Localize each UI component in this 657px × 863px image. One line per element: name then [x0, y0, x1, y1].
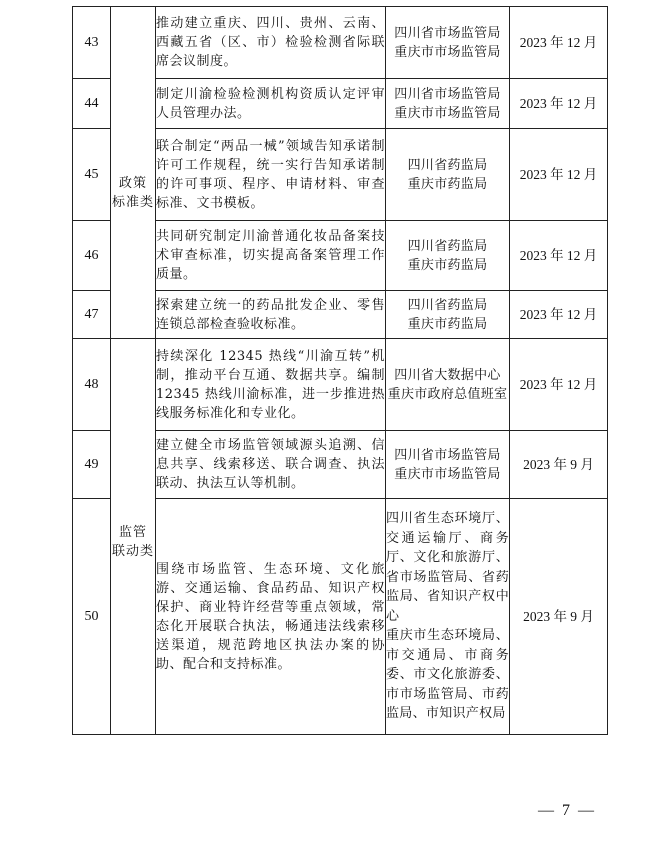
dept-line: 四川省药监局: [407, 157, 488, 173]
row-number: 46: [73, 221, 111, 291]
row-number: 49: [73, 431, 111, 499]
category-cell: [111, 339, 156, 735]
task-content: 持续深化 12345 热线“川渝互转”机制，推动平台互通、数据共享。编制 12345 热线川渝标准，进一步推进热线服务标准化和专业化。: [156, 339, 386, 431]
row-number: 48: [73, 339, 111, 431]
dept-line: 四川省市场监管局: [394, 86, 501, 102]
responsible-dept: [386, 431, 510, 499]
category-label: 标准类: [111, 194, 154, 210]
category-cell: [111, 7, 156, 339]
deadline: 2023 年 12 月: [510, 7, 608, 79]
deadline: 2023 年 12 月: [510, 221, 608, 291]
dept-line: 重庆市政府总值班室: [387, 386, 508, 402]
category-label: 联动类: [111, 543, 154, 559]
dept-line: 重庆市药监局: [407, 176, 488, 192]
deadline: 2023 年 12 月: [510, 291, 608, 339]
responsible-dept: [386, 7, 510, 79]
task-content: 联合制定“两品一械”领域告知承诺制许可工作规程，统一实行告知承诺制的许可事项、程序、申请材料、审查标准、文书模板。: [156, 129, 386, 221]
dept-line: 重庆市药监局: [407, 316, 488, 332]
row-number: 50: [73, 499, 111, 735]
responsible-dept: [386, 291, 510, 339]
dept-line: 四川省生态环境厅、交通运输厅、商务厅、文化和旅游厅、省市场监管局、省药监局、省知识产权中心: [386, 511, 509, 624]
row-number: 45: [73, 129, 111, 221]
dept-line: 四川省市场监管局: [394, 447, 501, 463]
task-content: 围绕市场监管、生态环境、文化旅游、交通运输、食品药品、知识产权保护、商业特许经营等重点领域，常态化开展联合执法，畅通违法线索移送渠道，规范跨地区执法办案的协助、配合和支持标准。: [156, 499, 386, 735]
category-label: 监管: [118, 524, 147, 540]
dept-line: 四川省大数据中心: [394, 367, 501, 383]
deadline: 2023 年 12 月: [510, 339, 608, 431]
responsible-dept: [386, 339, 510, 431]
category-label: 政策: [118, 175, 147, 191]
deadline: 2023 年 12 月: [510, 129, 608, 221]
table-row: [73, 7, 608, 79]
deadline: 2023 年 9 月: [510, 431, 608, 499]
row-number: 44: [73, 79, 111, 129]
task-content: 建立健全市场监管领域源头追溯、信息共享、线索移送、联合调查、执法联动、执法互认等机制。: [156, 431, 386, 499]
responsible-dept: [386, 221, 510, 291]
deadline: 2023 年 9 月: [510, 499, 608, 735]
task-content: 制定川渝检验检测机构资质认定评审人员管理办法。: [156, 79, 386, 129]
deadline: 2023 年 12 月: [510, 79, 608, 129]
task-table: [72, 6, 608, 735]
page-number: — 7 —: [538, 802, 596, 819]
responsible-dept: [386, 129, 510, 221]
row-number: 47: [73, 291, 111, 339]
responsible-dept: [386, 499, 510, 735]
responsible-dept: [386, 79, 510, 129]
task-content: 推动建立重庆、四川、贵州、云南、西藏五省（区、市）检验检测省际联席会议制度。: [156, 7, 386, 79]
dept-line: 重庆市药监局: [407, 257, 488, 273]
dept-line: 四川省药监局: [407, 238, 488, 254]
dept-line: 重庆市市场监管局: [394, 105, 501, 121]
dept-line: 四川省药监局: [407, 297, 488, 313]
dept-line: 重庆市市场监管局: [394, 466, 501, 482]
task-content: 共同研究制定川渝普通化妆品备案技术审查标准，切实提高备案管理工作质量。: [156, 221, 386, 291]
dept-line: 四川省市场监管局: [394, 25, 501, 41]
task-content: 探索建立统一的药品批发企业、零售连锁总部检查验收标准。: [156, 291, 386, 339]
table-row: [73, 339, 608, 431]
row-number: 43: [73, 7, 111, 79]
dept-line: 重庆市生态环境局、市交通局、市商务委、市文化旅游委、市市场监管局、市药监局、市知识产权局: [386, 628, 509, 722]
dept-line: 重庆市市场监管局: [394, 44, 501, 60]
